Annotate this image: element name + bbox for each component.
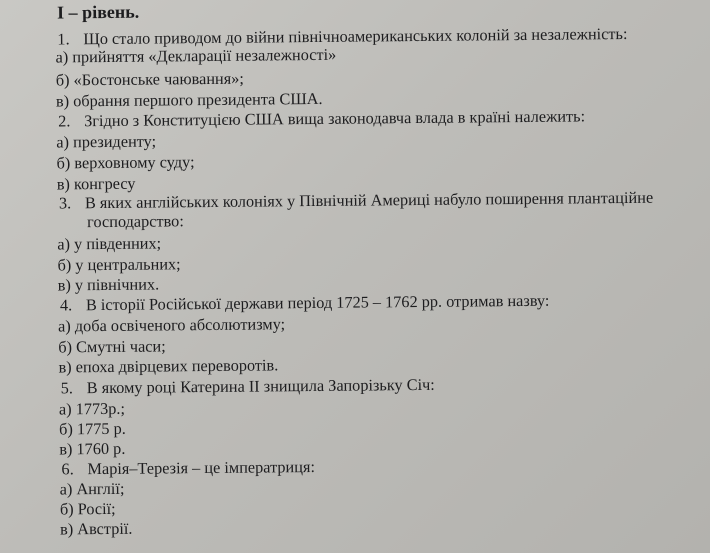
question-1 (57, 25, 627, 48)
question-text: Марія–Терезія – це імператриця: (87, 456, 316, 479)
answer-6a: а) Англії; (59, 478, 125, 499)
question-text: Що стало приводом до війни північноамериканських колоній за незалежність: (83, 23, 628, 49)
answer-3c: в) у північних. (57, 274, 160, 295)
question-number: 5. (60, 378, 74, 398)
question-number: 2. (58, 111, 71, 131)
question-6 (61, 458, 315, 478)
question-number: 6. (61, 459, 74, 479)
answer-5c: в) 1760 р. (59, 438, 126, 459)
question-text: В історії Російської держави період 1725 – 1762 рр. отримав назву: (85, 290, 550, 315)
answer-1b: б) «Бостонське чаювання»; (55, 68, 244, 90)
question-text: Згідно з Конституцією США вища законодавча влада в країні належить: (84, 106, 586, 131)
answer-1c: в) обрання першого президента США. (55, 88, 323, 111)
section-heading: І – рівень. (57, 1, 140, 23)
question-number: 3. (58, 193, 72, 213)
answer-6b: б) Росії; (59, 498, 116, 519)
question-3-continuation: господарство: (87, 211, 184, 232)
answer-6c: в) Австрії. (59, 518, 133, 539)
question-text: В яких англійських колоніях у Північній Америці набуло поширення плантаційне (84, 187, 654, 213)
answer-1a: а) прийняття «Декларації незалежності» (55, 44, 337, 67)
question-number: 1. (57, 29, 70, 49)
answer-2a: а) президенту; (56, 131, 157, 152)
question-3 (59, 189, 653, 213)
answer-3b: б) у центральних; (57, 254, 181, 275)
question-number: 4. (59, 295, 73, 315)
question-text: В якому році Катерина ІІ знищила Запорізьку Січ: (86, 374, 435, 398)
question-2 (58, 107, 585, 130)
answer-4c: в) епоха двірцевих переворотів. (58, 355, 279, 377)
answer-5a: а) 1773р.; (58, 398, 126, 419)
answer-2b: б) верховному суду; (56, 152, 195, 173)
question-5 (61, 376, 435, 398)
answer-4b: б) Смутні часи; (58, 336, 166, 357)
answer-5b: б) 1775 р. (59, 418, 126, 439)
answer-4a: а) доба освіченого абсолютизму; (58, 314, 286, 336)
answer-2c: в) конгресу (56, 173, 136, 194)
answer-3a: а) у південних; (57, 233, 162, 254)
question-4 (60, 292, 550, 315)
